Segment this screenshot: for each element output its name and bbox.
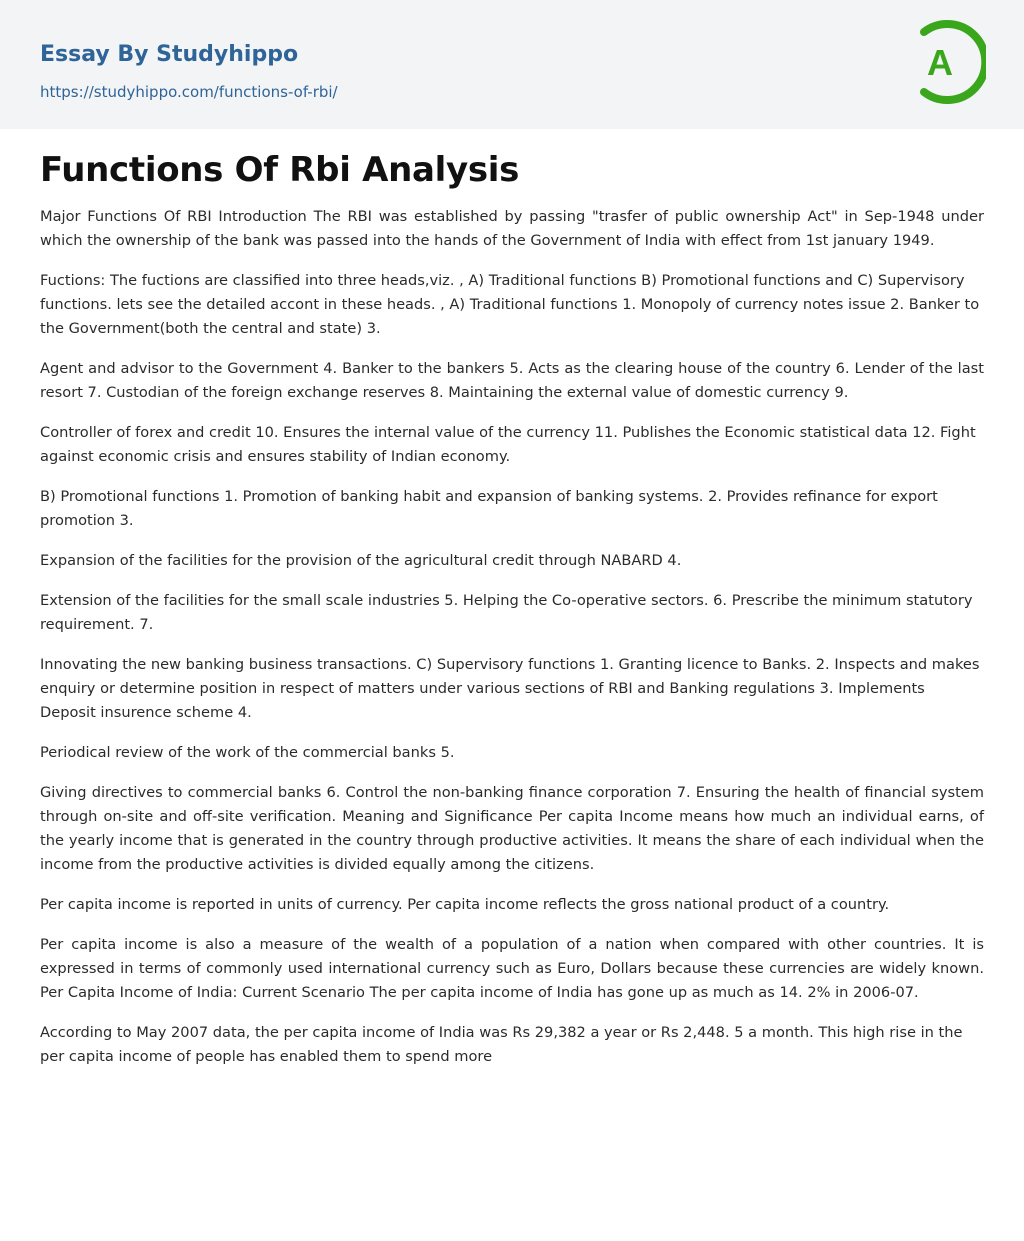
article [0,149,1024,1069]
paragraph: B) Promotional functions 1. Promotion of banking habit and expansion of banking systems. 2. Provides refinance for export promotion 3. [40,488,938,529]
paragraph: According to May 2007 data, the per capita income of India was Rs 29,382 a year or Rs 2,448. 5 a month. This high rise in the per capita income of people has enabled them to spend more [40,1024,963,1065]
source-url-link[interactable]: https://studyhippo.com/functions-of-rbi/ [40,83,338,101]
paragraph: Major Functions Of RBI Introduction The RBI was established by passing "trasfer of public ownership Act" in Sep-1948 under which the ownership of the bank was passed into the hands of the Government of India with effect from 1st january 1949. [40,208,984,249]
logo-letter: A [927,42,953,83]
paragraph: Fuctions: The fuctions are classified into three heads,viz. , A) Traditional functions B) Promotional functions and C) Supervisory functions. lets see the detailed accont in these heads. , A) Traditional functions 1. Monopoly of currency notes issue 2. Banker to the Government(both the central and state) 3. [40,272,980,337]
paragraph: Expansion of the facilities for the provision of the agricultural credit through NABARD 4. [40,552,682,569]
paragraph: Innovating the new banking business transactions. C) Supervisory functions 1. Granting licence to Banks. 2. Inspects and makes enquiry or determine position in respect of matters under various sections of RBI and Banking regulations 3. Implements Deposit insurence scheme 4. [40,656,980,721]
brand-title[interactable]: Essay By Studyhippo [40,42,299,67]
paragraph: Per capita income is also a measure of the wealth of a population of a nation when compared with other countries. It is expressed in terms of commonly used international currency such as Euro, Dollars because these currencies are widely known. Per Capita Income of India: Current Scenario The per capita income of India has gone up as much as 14. 2% in 2006-07. [40,936,984,1001]
paragraph: Giving directives to commercial banks 6. Control the non-banking finance corporation 7. Ensuring the health of financial system through on-site and off-site verification. Meaning and Significance Per capita Income means how much an individual earns, of the yearly income that is generated in the country through productive activities. It means the share of each individual when the income from the productive activities is divided equally among the citizens. [40,784,984,873]
paragraph: Controller of forex and credit 10. Ensures the internal value of the currency 11. Publishes the Economic statistical data 12. Fight against economic crisis and ensures stability of Indian economy. [40,424,976,465]
paragraph: Extension of the facilities for the small scale industries 5. Helping the Co-operative sectors. 6. Prescribe the minimum statutory requirement. 7. [40,592,973,633]
paragraph: Agent and advisor to the Government 4. Banker to the bankers 5. Acts as the clearing house of the country 6. Lender of the last resort 7. Custodian of the foreign exchange reserves 8. Maintaining the external value of domestic currency 9. [40,360,984,401]
paragraph: Per capita income is reported in units of currency. Per capita income reflects the gross national product of a country. [40,896,890,913]
paragraph: Periodical review of the work of the commercial banks 5. [40,744,455,761]
page-title: Functions Of Rbi Analysis [40,150,520,190]
site-header [0,0,1024,129]
studyhippo-logo-icon[interactable] [914,18,986,106]
